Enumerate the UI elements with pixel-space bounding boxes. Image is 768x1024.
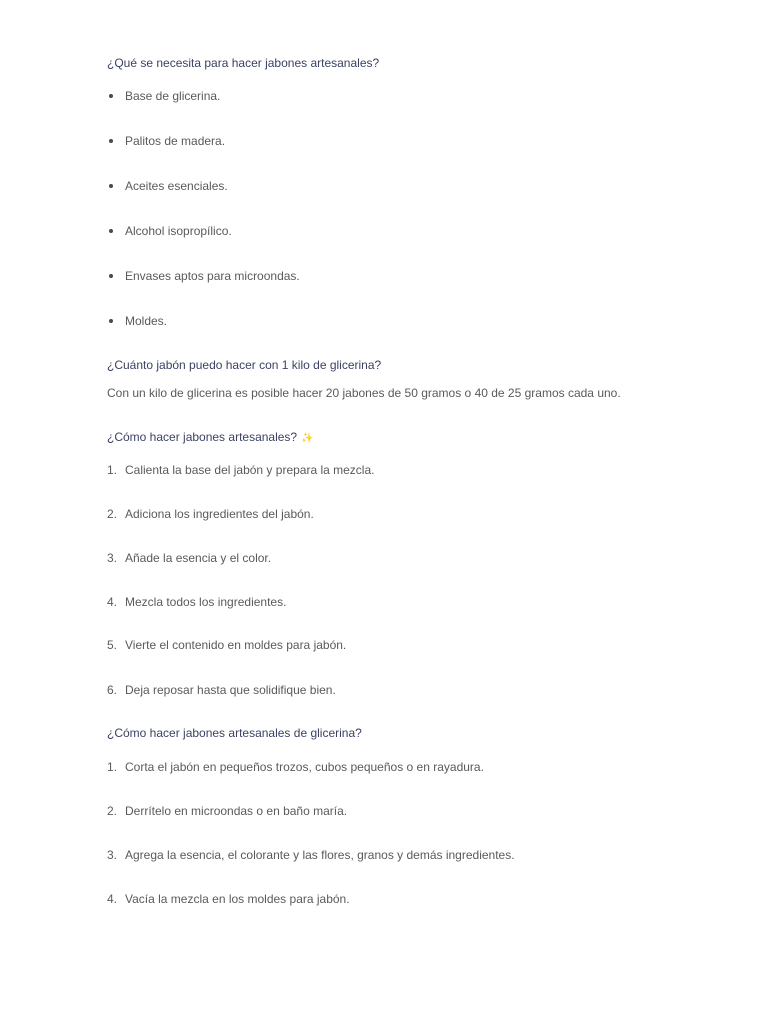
list-number: 6. [107, 683, 118, 697]
list-item-text: Envases aptos para microondas. [125, 269, 300, 283]
list-number: 3. [107, 551, 118, 565]
list-item-text: Base de glicerina. [125, 89, 221, 103]
bullet-icon [109, 274, 113, 278]
list-item-text: Moldes. [125, 314, 168, 328]
sparkle-icon: ✨ [301, 433, 314, 444]
list-item-text: Adiciona los ingredientes del jabón. [125, 507, 314, 521]
bullet-icon [109, 319, 113, 323]
list-number: 4. [107, 892, 118, 906]
list-item-text: Corta el jabón en pequeños trozos, cubos pequeños o en rayadura. [125, 760, 484, 774]
list-number: 1. [107, 760, 118, 774]
list-item-text: Mezcla todos los ingredientes. [125, 595, 287, 609]
list-item-text: Vierte el contenido en moldes para jabón. [125, 638, 347, 652]
list-item-text: Aceites esenciales. [125, 179, 228, 193]
heading-how-much-soap: ¿Cuánto jabón puedo hacer con 1 kilo de glicerina? [107, 358, 382, 372]
heading-text: ¿Cómo hacer jabones artesanales? [107, 430, 298, 444]
heading-how-to-make [107, 430, 314, 446]
list-number: 3. [107, 848, 118, 862]
list-item-text: Alcohol isopropílico. [125, 224, 232, 238]
bullet-icon [109, 184, 113, 188]
list-item-text: Derrítelo en microondas o en baño maría. [125, 804, 348, 818]
heading-glycerin-soap: ¿Cómo hacer jabones artesanales de glicerina? [107, 726, 362, 740]
list-number: 5. [107, 638, 118, 652]
list-item-text: Calienta la base del jabón y prepara la mezcla. [125, 463, 375, 477]
list-item-text: Palitos de madera. [125, 134, 226, 148]
bullet-icon [109, 229, 113, 233]
list-item-text: Deja reposar hasta que solidifique bien. [125, 683, 336, 697]
list-number: 1. [107, 463, 118, 477]
bullet-icon [109, 94, 113, 98]
list-item-text: Agrega la esencia, el colorante y las flores, granos y demás ingredientes. [125, 848, 515, 862]
bullet-icon [109, 139, 113, 143]
list-number: 4. [107, 595, 118, 609]
list-item-text: Vacía la mezcla en los moldes para jabón. [125, 892, 350, 906]
list-item-text: Añade la esencia y el color. [125, 551, 272, 565]
list-number: 2. [107, 507, 118, 521]
paragraph-glycerin-yield: Con un kilo de glicerina es posible hacer 20 jabones de 50 gramos o 40 de 25 gramos cada uno. [107, 386, 621, 400]
heading-what-is-needed: ¿Qué se necesita para hacer jabones artesanales? [107, 56, 380, 70]
list-number: 2. [107, 804, 118, 818]
